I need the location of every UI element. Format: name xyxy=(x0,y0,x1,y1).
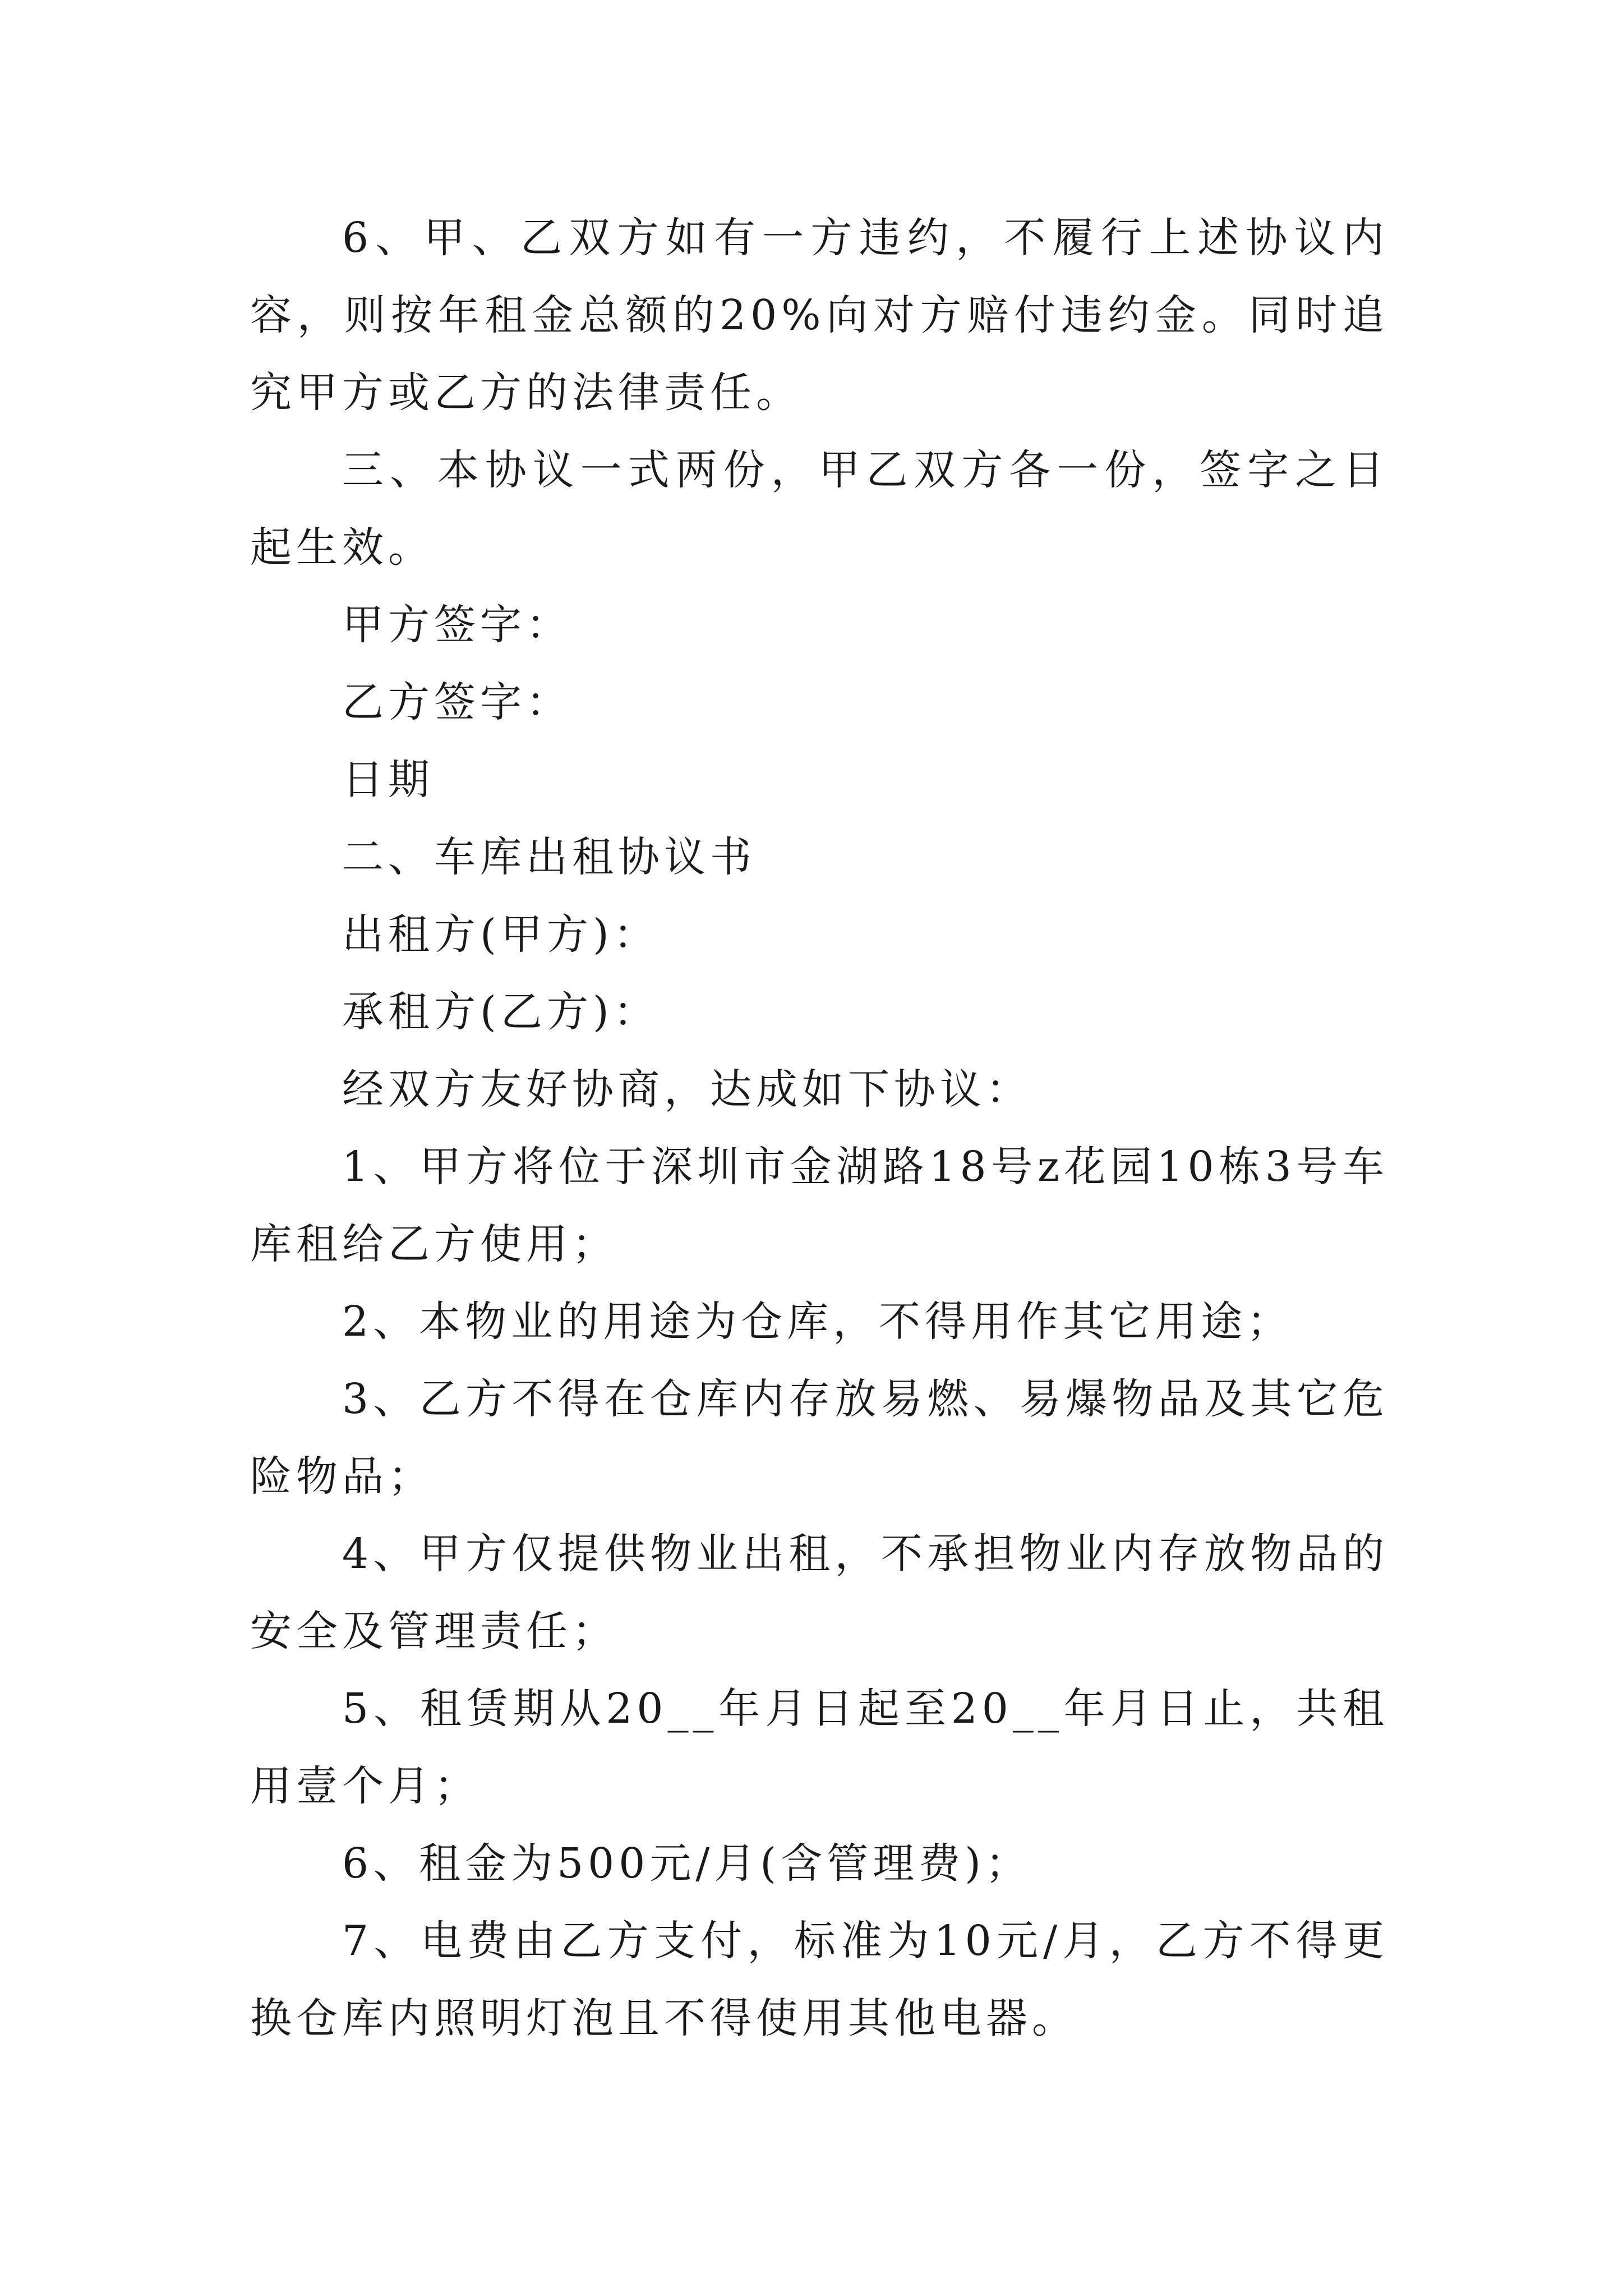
clause-6-rent: 6、租金为500元/月(含管理费)； xyxy=(342,1839,1031,1888)
date-line: 日期 xyxy=(342,756,434,804)
clause-5-term: 5、租赁期从20__年月日起至20__年月日止，共租用壹个月； xyxy=(250,1685,1389,1810)
lessee-line: 承租方(乙方)： xyxy=(342,988,660,1036)
clause-2-usage: 2、本物业的用途为仓库，不得用作其它用途； xyxy=(342,1297,1293,1346)
clause-4-liability: 4、甲方仅提供物业出租，不承担物业内存放物品的安全及管理责任； xyxy=(250,1530,1389,1655)
paragraph-copies-clause: 三、本协议一式两份，甲乙双方各一份，签字之日起生效。 xyxy=(250,446,1389,572)
paragraph-breach-clause: 6、甲、乙双方如有一方违约，不履行上述协议内容，则按年租金总额的20%向对方赔付违约金。同时追究甲方或乙方的法律责任。 xyxy=(250,214,1389,417)
document-body xyxy=(250,199,1389,2057)
party-b-signature-line: 乙方签字： xyxy=(342,678,572,726)
clause-7-electricity: 7、电费由乙方支付，标准为10元/月，乙方不得更换仓库内照明灯泡且不得使用其他电器。 xyxy=(250,1917,1389,2042)
party-a-signature-line: 甲方签字： xyxy=(342,601,572,649)
lessor-line: 出租方(甲方)： xyxy=(342,910,660,959)
clause-1-location: 1、甲方将位于深圳市金湖路18号z花园10栋3号车库租给乙方使用； xyxy=(250,1143,1389,1268)
section-heading-garage-lease: 二、车库出租协议书 xyxy=(342,833,756,881)
agreement-intro: 经双方友好协商，达成如下协议： xyxy=(342,1065,1032,1114)
clause-3-hazardous: 3、乙方不得在仓库内存放易燃、易爆物品及其它危险物品； xyxy=(250,1375,1389,1501)
